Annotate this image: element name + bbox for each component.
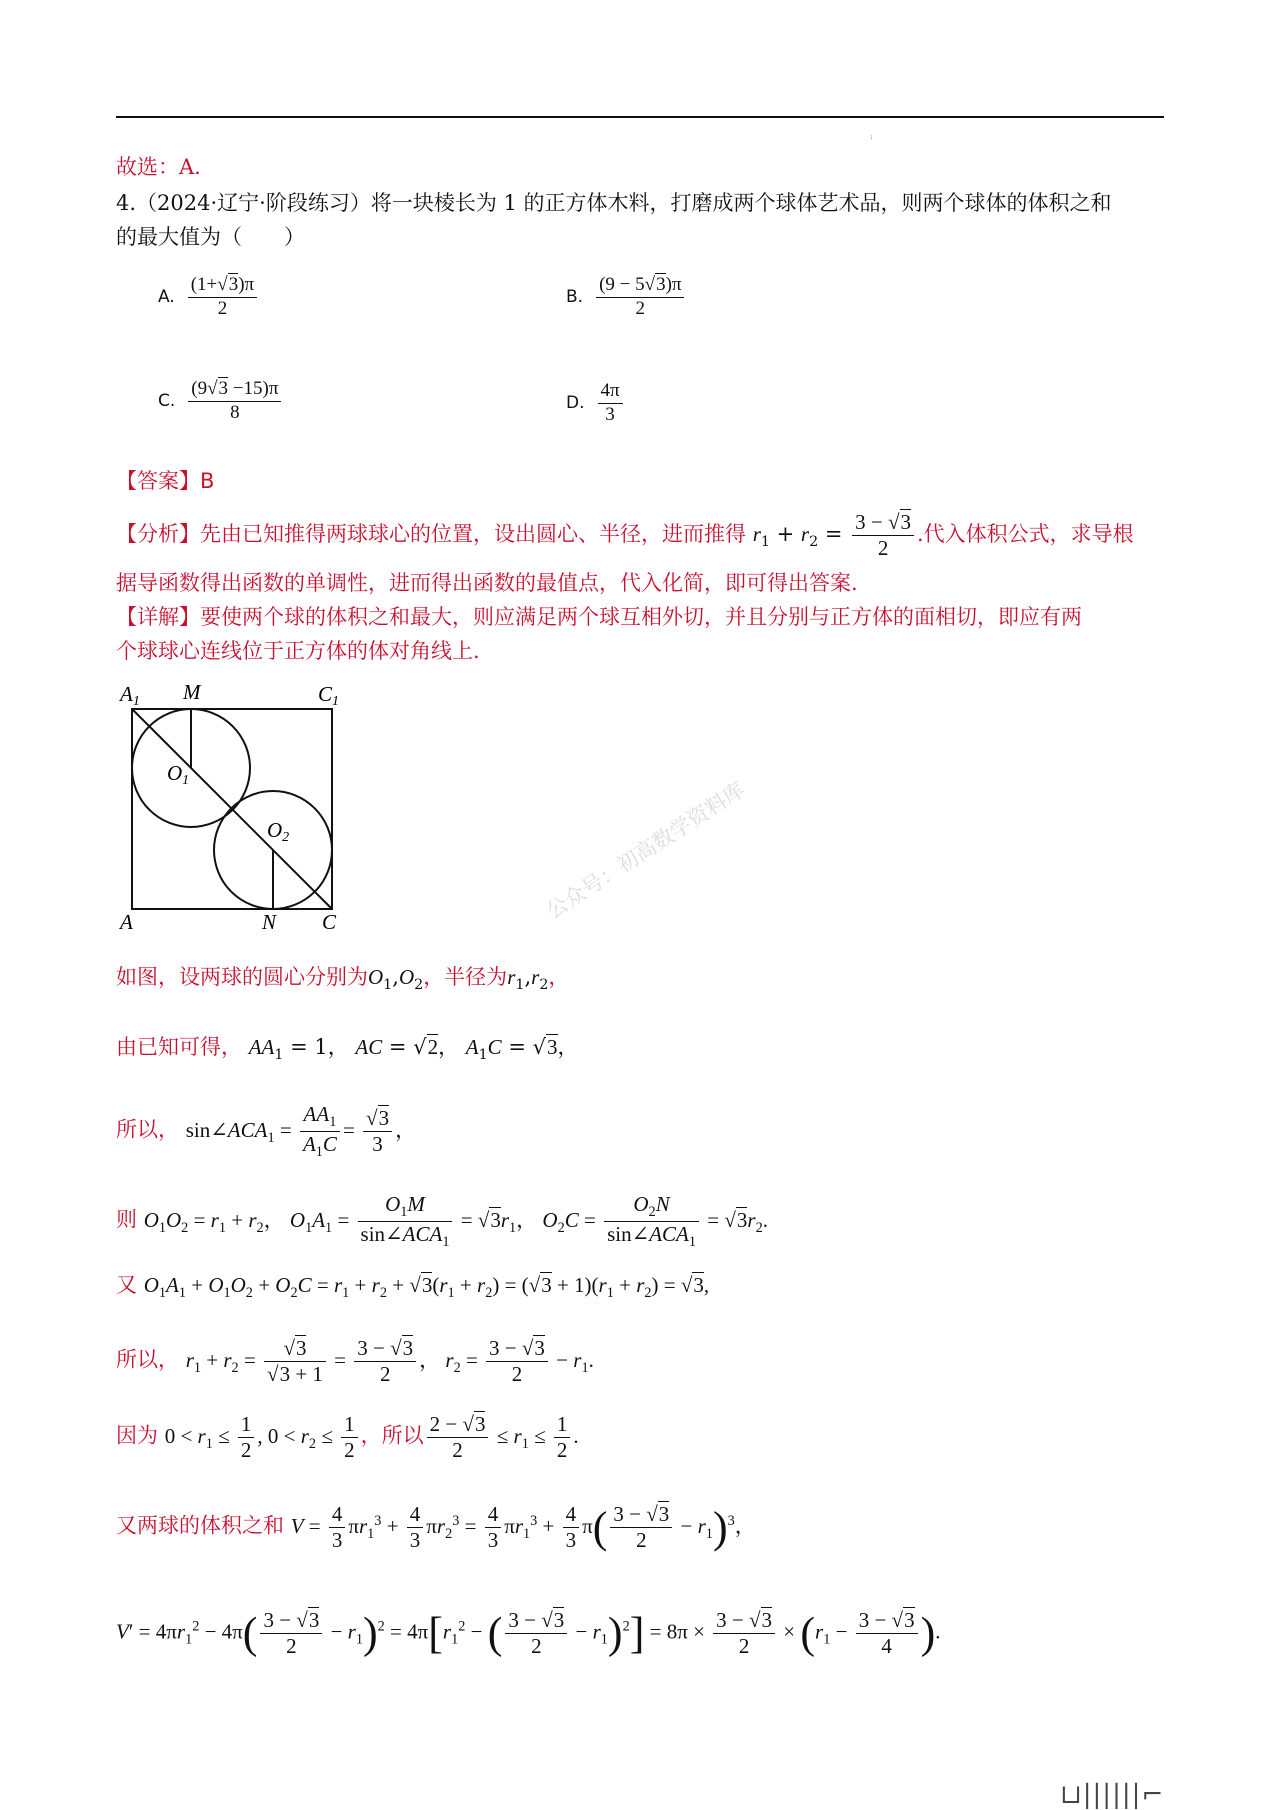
answer-line: 【答案】B xyxy=(116,469,215,493)
previous-answer: 故选：A. xyxy=(116,155,201,179)
option-d: D. $\frac{4\pi}{3}$ xyxy=(566,380,626,427)
solution-line-7: 因为 $0 < r_1$ ≤ $\frac{1}{2}$ , $0 < r_2$ ≤ $\frac{1}{2}$ ，所以 $\frac{2 - √3}{2}$ ≤ $r_1$ ≤ $\frac{1}{2}$ . xyxy=(116,1412,579,1463)
solution-line-6: 所以， $r_1 + r_2$ = $\frac{√3}{√3 + 1}$ = $\frac{3 - √3}{2}$ ， $r_2$ = $\frac{3 - √3}{2}$ − $r_1$. xyxy=(116,1336,594,1387)
label-c1: C1 xyxy=(318,682,340,709)
option-a: A. $\frac{(1+√3)\pi}{2}$ xyxy=(158,274,260,321)
header-mark: : xyxy=(870,132,873,141)
question-line-1: 4.（2024·辽宁·阶段练习）将一块棱长为 1 的正方体木料，打磨成两个球体艺术品，则两个球体的体积之和 xyxy=(116,191,1112,215)
geometry-figure xyxy=(110,675,360,935)
solution-line-4: 则 $O_1O_2 = r_1 + r_2$， $O_1A_1$ = $\frac{O_1M}{\sin\angle ACA_1}$ = $√3r_1$， $O_2C$ = $\frac{O_2N}{\sin\angle ACA_1}$ = $√3r_2$. xyxy=(116,1192,768,1251)
solution-line-3: 所以， $\sin\angle ACA_1$ = $\frac{AA_1}{A_1C}$ = $\frac{√3}{3}$ ， xyxy=(116,1102,417,1161)
header-rule xyxy=(116,116,1164,118)
option-b: B. $\frac{(9 - 5√3)\pi}{2}$ xyxy=(566,274,687,321)
label-c: C xyxy=(322,910,337,934)
label-m: M xyxy=(183,680,201,704)
label-n: N xyxy=(262,910,277,934)
analysis-line-1: 【分析】先由已知推得两球球心的位置，设出圆心、半径，进而推得 $r_1 + r_2$ = $\frac{3 - √3}{2}$ .代入体积公式，求导根 xyxy=(116,510,1134,561)
solution-line-8: 又两球的体积之和 V = $\frac{4}{3}$ $\pi r_1^3$ + $\frac{4}{3}$ $\pi r_2^3$ = $\frac{4}{3}$ $\pi r_1^3$ + $\frac{4}{3}$ π( $\frac{3 - √3}{2}$ − $r_1)^3$， xyxy=(116,1502,756,1553)
solution-line-9: $V' = 4\pi r_1^2 - 4\pi$( $\frac{3 - √3}{2}$ − $r_1)^2 = 4\pi[r_1^2$ − ( $\frac{3 - √3}{2}$ − $r_1)^2] = 8\pi$ × $\frac{3 - √3}{2}$ × ($r_1$ − $\frac{3 - √3}{4}$ ). xyxy=(116,1608,941,1659)
solution-line-5: 又 $O_1A_1 + O_1O_2 + O_2C = r_1 + r_2 + √3(r_1 + r_2) = (√3 + 1)(r_1 + r_2) = √3$, xyxy=(116,1273,710,1302)
solution-line-2: 由已知可得， $AA_1 = 1$， AC = √2， $A_1C = √3$， xyxy=(116,1035,579,1064)
diagonal-line xyxy=(132,709,332,909)
corner-mark: ⊔||||||⌐ xyxy=(1060,1780,1165,1810)
option-c: C. $\frac{(9√3 -15)\pi}{8}$ xyxy=(158,378,284,425)
label-o2: O2 xyxy=(267,818,290,845)
solution-line-1: 如图，设两球的圆心分别为$O_1,O_2$，半径为$r_1,r_2$， xyxy=(116,965,570,994)
detail-line-1: 【详解】要使两个球的体积之和最大，则应满足两个球互相外切，并且分别与正方体的面相切，即应有两 xyxy=(116,605,1082,629)
detail-line-2: 个球球心连线位于正方体的体对角线上. xyxy=(116,639,480,663)
label-o1: O1 xyxy=(167,761,190,788)
label-a: A xyxy=(120,910,133,934)
question-line-2: 的最大值为（ ） xyxy=(116,225,305,249)
watermark: 公众号：初高数学资料库 xyxy=(542,777,749,924)
label-a1: A1 xyxy=(120,682,140,709)
analysis-line-2: 据导函数得出函数的单调性，进而得出函数的最值点，代入化简，即可得出答案. xyxy=(116,571,858,595)
